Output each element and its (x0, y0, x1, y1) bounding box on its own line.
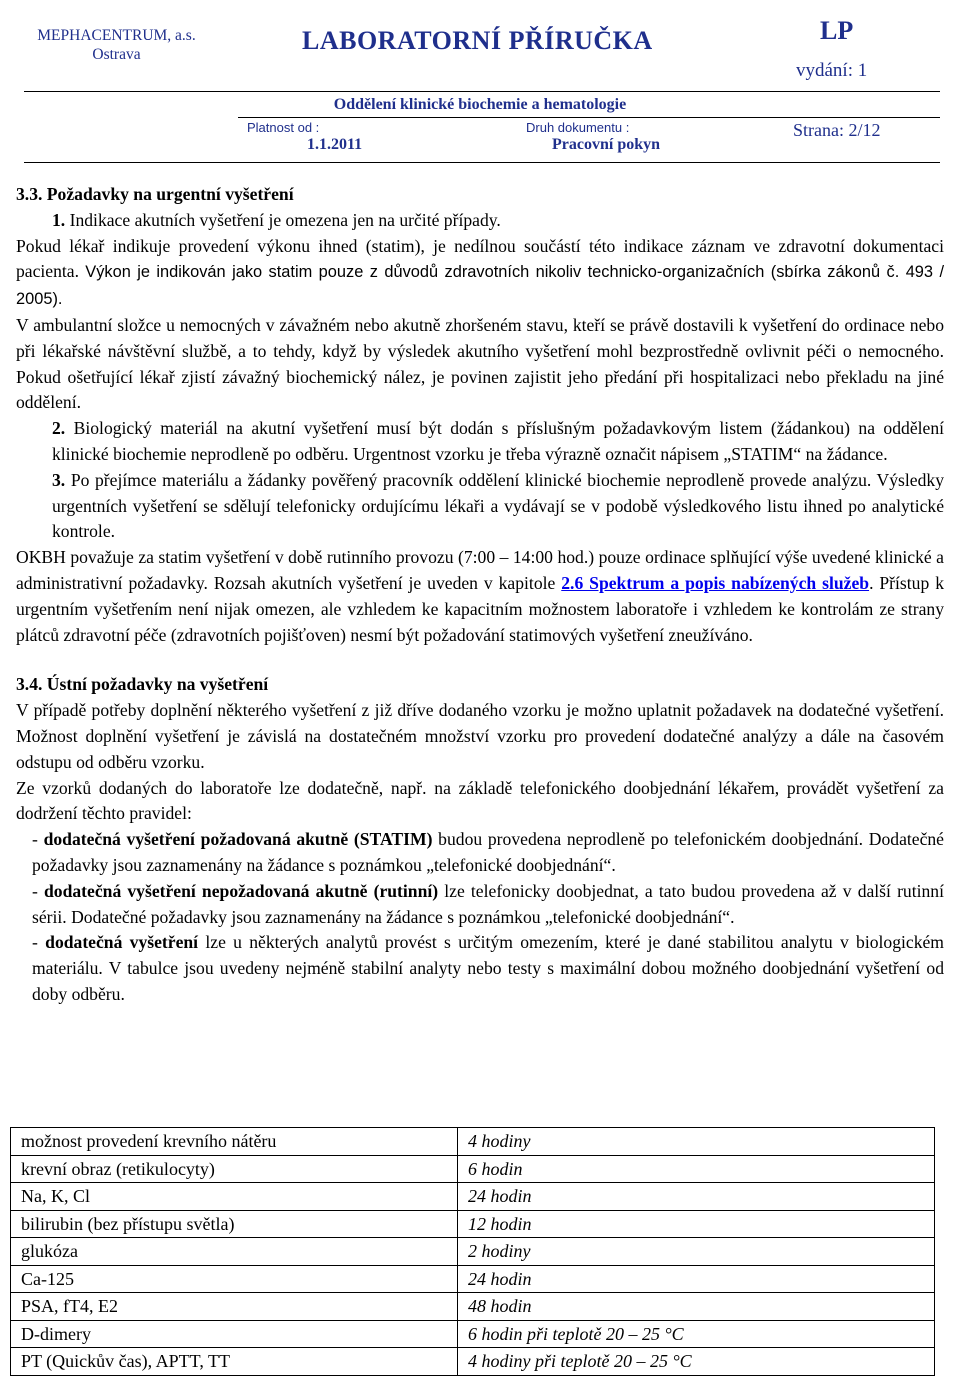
table-row (11, 1348, 935, 1376)
table-cell-test: bilirubin (bez přístupu světla) (11, 1210, 458, 1238)
urgent-paragraph-2: V ambulantní složce u nemocných v závažném nebo akutně zhoršeném stavu, kteří se právě dostavili k vyšetření do ordinace nebo při lékařské návštěvní službě, a to tehdy, když by výsledek akutního vyšetření mohl bezprostředně ovlivnit péči o nemocného. Pokud ošetřující lékař zjistí závažný biochemický nález, je povinen zajistit jeho předání při hospitalizaci nebo překladu na jiné oddělení. (16, 314, 944, 413)
section-3-3-heading: 3.3. Požadavky na urgentní vyšetření (16, 184, 294, 204)
doc-type-label: Druh dokumentu : (526, 120, 630, 135)
oral-bullet-2 (16, 879, 944, 931)
company-block (34, 26, 234, 64)
table-row (11, 1293, 935, 1321)
table-cell-time: 2 hodiny (458, 1238, 935, 1266)
table-cell-time: 24 hodin (458, 1183, 935, 1211)
document-title: LABORATORNÍ PŘÍRUČKA (302, 26, 653, 55)
department: Oddělení klinické biochemie a hematologie (333, 96, 627, 113)
paragraph-text-sans: Výkon je indikován jako statim pouze z důvodů zdravotních nikoliv technicko-organizačních (sbírka zákonů č. 493 / 2005). (16, 263, 945, 309)
company-city: Ostrava (92, 46, 141, 63)
company-name: MEPHACENTRUM, a.s. (37, 27, 196, 44)
table-cell-time: 24 hodin (458, 1265, 935, 1293)
table-cell-test: možnost provedení krevního nátěru (11, 1128, 458, 1156)
table-cell-test: D-dimery (11, 1320, 458, 1348)
document-body (16, 182, 944, 1008)
urgent-item-3 (16, 468, 944, 545)
bullet-dash: - (32, 880, 38, 901)
table-cell-test: glukóza (11, 1238, 458, 1266)
valid-from-value: 1.1.2011 (307, 136, 363, 153)
stability-table (10, 1127, 935, 1376)
table-cell-time: 4 hodiny (458, 1128, 935, 1156)
table-cell-test: krevní obraz (retikulocyty) (11, 1155, 458, 1183)
bullet-bold: dodatečná vyšetření (45, 932, 199, 953)
table-cell-time: 12 hodin (458, 1210, 935, 1238)
bullet-dash: - (32, 829, 38, 850)
chapter-link[interactable]: 2.6 Spektrum a popis nabízených služeb (561, 572, 870, 593)
urgent-item-1 (16, 208, 944, 234)
bullet-text: lze u některých analytů provést s určitým omezením, které je dané stabilitou analytu v biologickém materiálu. V tabulce jsou uvedeny nejméně stabilní analyty nebo testy s maximální dobou možného doobjednání vyšetření od doby odběru. (32, 932, 944, 1004)
table-cell-time: 6 hodin při teplotě 20 – 25 °C (458, 1320, 935, 1348)
oral-bullet-1 (16, 827, 944, 879)
item-number: 3. (52, 469, 66, 490)
bullet-text: lze telefonicky doobjednat, a tato budou provedena až v další rutinní sérii. Dodatečné požadavky jsou zaznamenány na žádance s poznámkou „telefonické doobjednání“. (32, 880, 944, 927)
table-cell-test: PSA, fT4, E2 (11, 1293, 458, 1321)
urgent-paragraph-3 (16, 545, 944, 648)
table-row (11, 1155, 935, 1183)
table-row (11, 1183, 935, 1211)
doc-type-value: Pracovní pokyn (552, 136, 661, 153)
header-divider-mid (238, 117, 940, 118)
urgent-paragraph-1 (16, 234, 944, 313)
bullet-text: budou provedena neprodleně po telefonickém doobjednání. Dodatečné požadavky jsou zaznamenány na žádance s poznámkou „telefonické doobjednání“. (32, 829, 944, 875)
bullet-bold: dodatečná vyšetření nepožadovaná akutně (rutinní) (44, 880, 439, 901)
section-gap (16, 648, 944, 672)
document-code: LP (820, 16, 854, 45)
oral-paragraph-1: V případě potřeby doplnění některého vyšetření z již dříve dodaného vzorku je možno uplatnit požadavek na dodatečné vyšetření. Možnost doplnění vyšetření je závislá na dostatečném množství vzorku pro provedení dodatečné analýzy a dále na časovém odstupu od odběru vzorku. (16, 700, 944, 772)
edition: vydání: 1 (796, 60, 868, 81)
item-text: Biologický materiál na akutní vyšetření musí být dodán s příslušným požadavkovým listem (žádankou) na oddělení klinické biochemie neprodleně po odběru. Urgentnost vzorku je třeba výrazně označit nápisem „STATIM“ na žádance. (52, 418, 945, 464)
item-text: Po přejímce materiálu a žádanky pověřený pracovník oddělení klinické biochemie neprodleně provede analýzu. Výsledky urgentních vyšetření se sdělují telefonicky ordujícímu lékaři a vydávají se v podobě výsledkového listu ihned po analytické kontrole. (52, 469, 944, 542)
table-cell-test: PT (Quickův čas), APTT, TT (11, 1348, 458, 1376)
section-3-4-heading: 3.4. Ústní požadavky na vyšetření (16, 674, 269, 695)
item-number: 1. (52, 209, 66, 230)
header-divider-bottom (24, 162, 940, 163)
urgent-item-2 (16, 416, 944, 468)
table-row (11, 1238, 935, 1266)
table-cell-time: 4 hodiny při teplotě 20 – 25 °C (458, 1348, 935, 1376)
table-cell-time: 48 hodin (458, 1293, 935, 1321)
table-cell-test: Ca-125 (11, 1265, 458, 1293)
paragraph-text: Pokud lékař indikuje provedení výkonu ihned (statim), je nedílnou součástí této indikace záznam ve zdravotní dokumentaci pacienta. (16, 235, 944, 282)
page-number: Strana: 2/12 (793, 120, 881, 140)
oral-paragraph-2: Ze vzorků dodaných do laboratoře lze dodatečně, např. na základě telefonického doobjednání lékařem, provádět vyšetření za dodržení těchto pravidel: (16, 777, 944, 824)
table-cell-test: Na, K, Cl (11, 1183, 458, 1211)
item-number: 2. (52, 418, 66, 439)
table-row (11, 1265, 935, 1293)
valid-from-label: Platnost od : (247, 120, 320, 135)
bullet-dash: - (32, 932, 38, 953)
oral-bullet-3 (16, 930, 944, 1007)
header-divider-top (24, 91, 940, 92)
paragraph-text: . Přístup k urgentním vyšetřením není nijak omezen, ale vzhledem ke kapacitním možnostem laboratoře i vzhledem ke kontrolám ze strany plátců zdravotní péče (zdravotních pojišťoven) nesmí být požadování statimových vyšetření zneužíváno. (16, 572, 944, 645)
item-text: Indikace akutních vyšetření je omezena jen na určité případy. (69, 209, 501, 230)
table-row (11, 1320, 935, 1348)
bullet-bold: dodatečná vyšetření požadovaná akutně (STATIM) (43, 829, 433, 850)
table-row (11, 1210, 935, 1238)
table-row (11, 1128, 935, 1156)
table-cell-time: 6 hodin (458, 1155, 935, 1183)
paragraph-text: OKBH považuje za statim vyšetření v době rutinního provozu (7:00 – 14:00 hod.) pouze ordinace splňující výše uvedené klinické a administrativní požadavky. Rozsah akutních vyšetření je uveden v kapitole (16, 547, 944, 593)
